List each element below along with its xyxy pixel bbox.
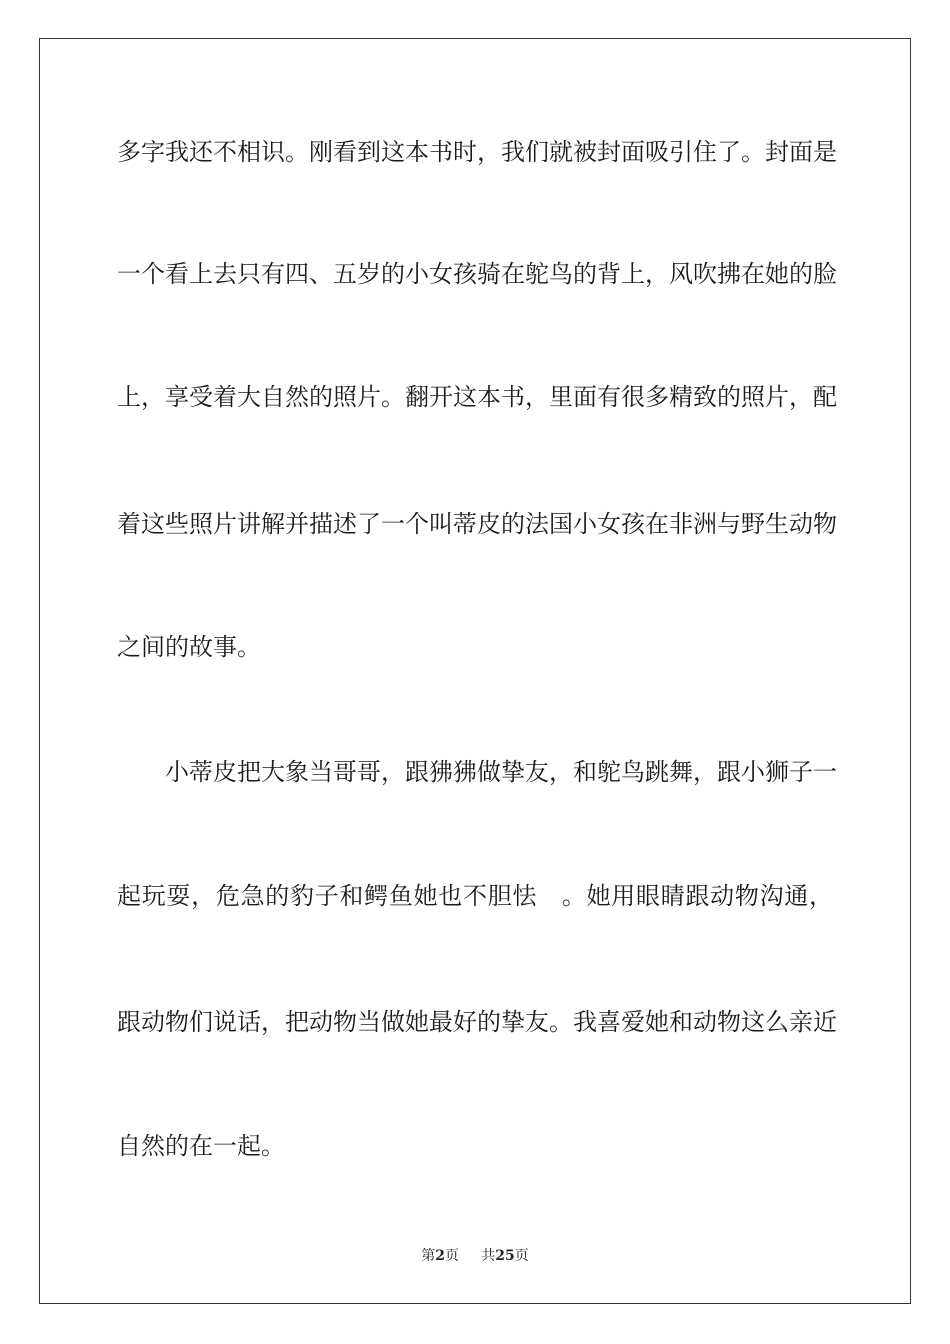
page-footer <box>0 1247 950 1265</box>
body-text-line-6: 小蒂皮把大象当哥哥，跟狒狒做挚友，和鸵鸟跳舞，跟小狮子一 <box>165 758 837 786</box>
page-number: 2 <box>435 1248 445 1264</box>
page-prefix: 第 <box>421 1248 436 1264</box>
body-text-line-9: 自然的在一起。 <box>117 1132 285 1160</box>
page-suffix: 页 <box>445 1248 459 1264</box>
body-text-line-8: 跟动物们说话，把动物当做她最好的挚友。我喜爱她和动物这么亲近 <box>117 1008 837 1036</box>
total-suffix: 页 <box>514 1248 529 1264</box>
body-text-line-5: 之间的故事。 <box>117 633 261 661</box>
body-text-line-7: 起玩耍，危急的豹子和鳄鱼她也不胆怯 。她用眼睛跟动物沟通， <box>117 882 833 910</box>
body-text-line-1: 多字我还不相识。刚看到这本书时，我们就被封面吸引住了。封面是 <box>117 138 837 166</box>
body-text-line-4: 着这些照片讲解并描述了一个叫蒂皮的法国小女孩在非洲与野生动物 <box>117 510 837 538</box>
body-text-line-3: 上，享受着大自然的照片。翻开这本书，里面有很多精致的照片，配 <box>117 383 837 411</box>
body-text-line-2: 一个看上去只有四、五岁的小女孩骑在鸵鸟的背上，风吹拂在她的脸 <box>117 260 837 288</box>
total-pages: 25 <box>495 1248 515 1264</box>
total-prefix: 共 <box>481 1248 496 1264</box>
page-border <box>39 38 911 1304</box>
